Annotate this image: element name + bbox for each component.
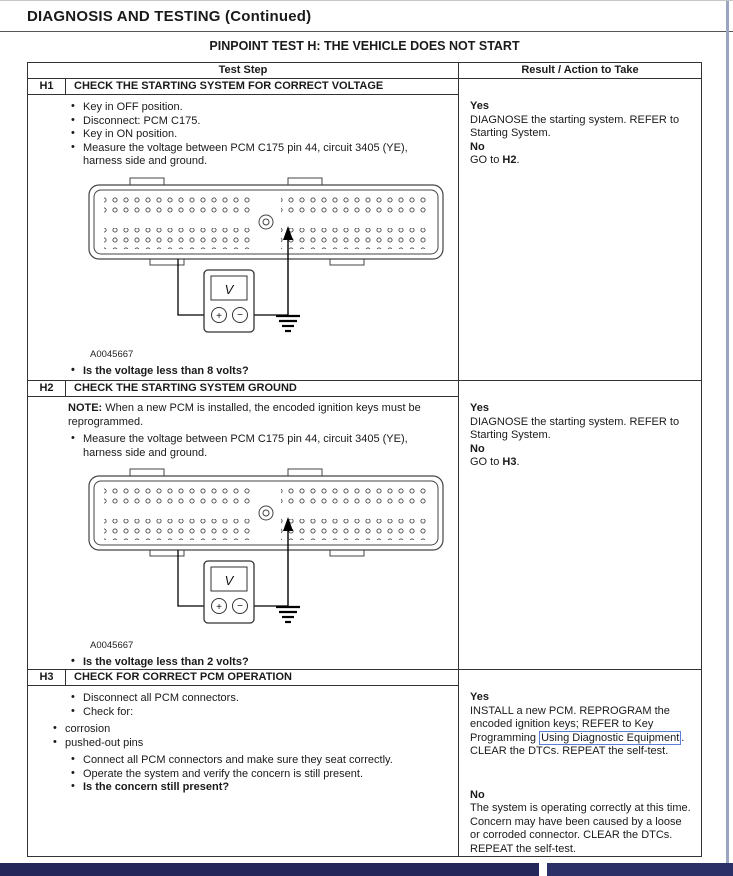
test-step-cell-h1 (28, 79, 459, 380)
step-id-h3: H3 (28, 670, 66, 685)
figure-h2 (88, 466, 448, 651)
diagnostic-equipment-link[interactable]: Using Diagnostic Equipment (541, 731, 680, 744)
result-no-label: No (470, 140, 485, 153)
step-header-h2 (28, 381, 458, 397)
test-step-item: • Key in ON position. (70, 128, 422, 142)
title-divider (0, 31, 733, 32)
test-step-item: • Measure the voltage between PCM C175 pin 44, circuit 3405 (YE), harness side and ground. (70, 433, 422, 460)
result-yes-label: Yes (470, 100, 489, 112)
footer-bar-right (547, 863, 733, 876)
figure-id-label: A0045667 (90, 348, 134, 360)
step-question-list-h2 (28, 656, 428, 669)
step-question: • Is the concern still present? (70, 781, 422, 795)
figure-id-label: A0045667 (90, 640, 134, 651)
step-list-h3 (28, 692, 428, 719)
page-edge-line (726, 1, 729, 863)
test-step-item: • Check for: (70, 706, 422, 720)
result-no-text: GO to H3. (470, 456, 520, 468)
page-title: DIAGNOSIS AND TESTING (Continued) (27, 8, 312, 25)
result-cell-h2 (459, 381, 701, 669)
step-question: • Is the voltage less than 8 volts? (70, 365, 422, 379)
test-row-h3 (28, 669, 701, 856)
step-title-h1: CHECK THE STARTING SYSTEM FOR CORRECT VOLTAGE (74, 80, 384, 92)
step-title-h2: CHECK THE STARTING SYSTEM GROUND (74, 382, 297, 394)
test-step-item: • Operate the system and verify the concern is still present. (70, 768, 422, 782)
test-row-h2 (28, 380, 701, 669)
test-sub-step-item: • corrosion (52, 723, 458, 737)
step-question-list-h1 (28, 365, 428, 379)
test-row-h1 (28, 79, 701, 380)
test-step-item: • Disconnect all PCM connectors. (70, 692, 422, 706)
test-step-column-header: Test Step (28, 63, 459, 78)
test-step-item: • Measure the voltage between PCM C175 pin 44, circuit 3405 (YE), harness side and ground. (70, 142, 422, 169)
result-yes-text: DIAGNOSE the starting system. REFER to Starting System. (470, 113, 680, 139)
result-no-label: No (470, 442, 485, 455)
test-step-item: • Disconnect: PCM C175. (70, 115, 422, 129)
step-ref: H3 (502, 456, 517, 468)
step-title-h3: CHECK FOR CORRECT PCM OPERATION (74, 671, 292, 683)
test-step-cell-h3 (28, 670, 459, 856)
sub-step-list-h3 (52, 723, 458, 750)
test-step-item: • Connect all PCM connectors and make sure they seat correctly. (70, 754, 422, 768)
result-cell-h1 (459, 79, 701, 380)
step-note: NOTE: When a new PCM is installed, the encoded ignition keys must be reprogrammed. (68, 402, 421, 428)
step-question: • Is the voltage less than 2 volts? (70, 656, 422, 669)
result-column-header: Result / Action to Take (521, 64, 639, 76)
pinpoint-test-title: PINPOINT TEST H: THE VEHICLE DOES NOT START (209, 39, 520, 53)
figure-h1 (88, 175, 448, 360)
pcm-connector-voltmeter-figure (88, 175, 448, 343)
test-step-cell-h2 (28, 381, 459, 669)
footer-bar-left (0, 863, 539, 876)
test-sub-step-item: • pushed-out pins (52, 737, 458, 751)
step-header-h3 (28, 670, 458, 686)
step-list-h3-continued (28, 754, 428, 795)
result-no-label: No (470, 788, 485, 801)
result-yes-label: Yes (470, 691, 489, 703)
step-header-h1 (28, 79, 458, 95)
step-id-h1: H1 (28, 79, 66, 94)
result-cell-h3 (459, 670, 701, 856)
table-header-row (28, 63, 701, 79)
result-no-text: GO to H2. (470, 154, 520, 166)
step-list-h2 (28, 433, 428, 460)
result-yes-label: Yes (470, 402, 489, 414)
result-yes-text: INSTALL a new PCM. REPROGRAM the encoded ignition keys; REFER to Key Programming Using Diagnostic Equipment . CLEAR the DTCs. REPEAT the self-test. (470, 704, 685, 757)
result-yes-text: DIAGNOSE the starting system. REFER to Starting System. (470, 415, 680, 441)
result-no-text: The system is operating correctly at this time. Concern may have been caused by a loose or corroded connector. CLEAR the DTCs. REPEAT the self-test. (470, 802, 691, 855)
pinpoint-test-table (27, 62, 702, 857)
step-list-h1 (28, 101, 428, 169)
step-id-h2: H2 (28, 381, 66, 396)
pcm-connector-voltmeter-figure (88, 466, 448, 634)
test-step-item: • Key in OFF position. (70, 101, 422, 115)
step-ref: H2 (502, 154, 517, 166)
